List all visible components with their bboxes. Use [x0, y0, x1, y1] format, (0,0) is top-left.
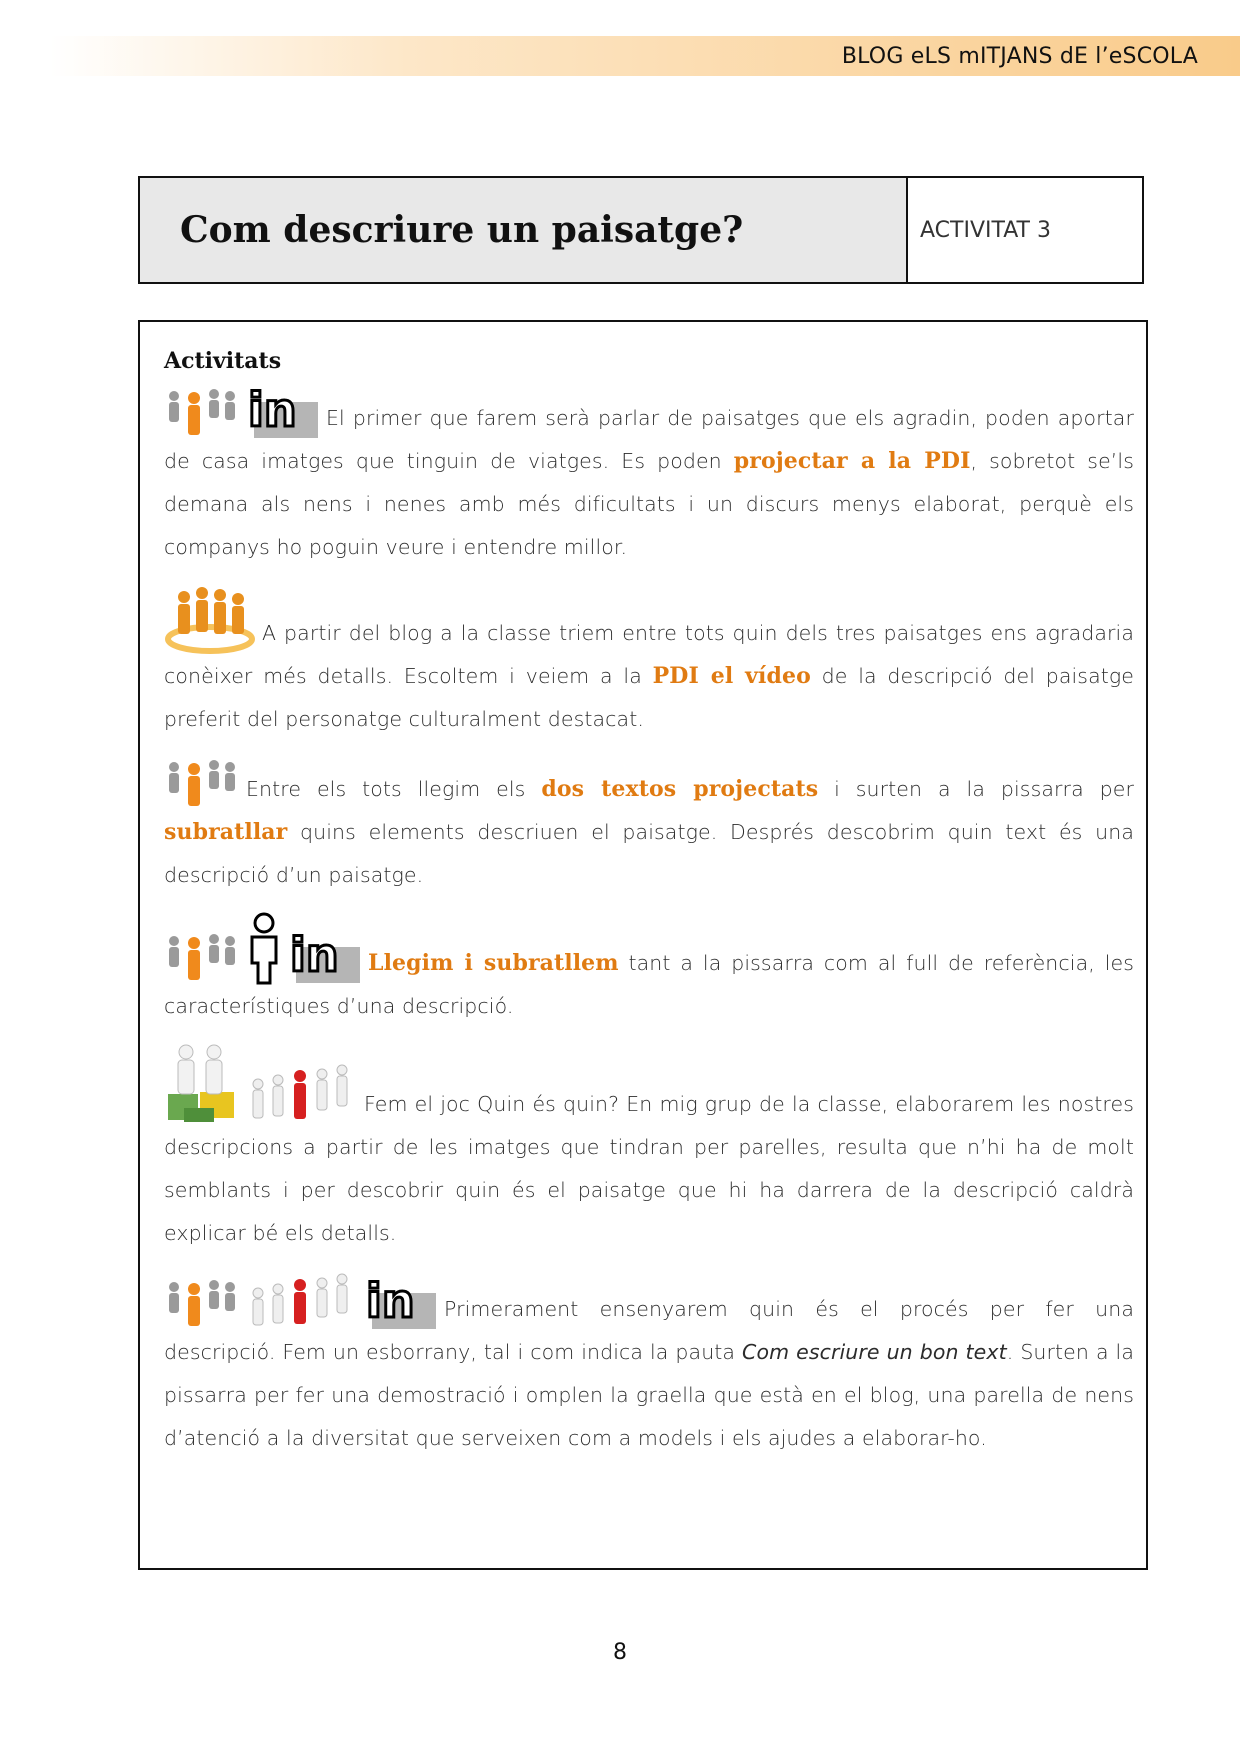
activity-label: ACTIVITAT 3 — [920, 217, 1051, 243]
linkedin-icon — [364, 1273, 438, 1331]
chain-people-icon — [246, 1269, 358, 1331]
activity-paragraph: in Llegim i subratllem tant a la pissarra com al full de referència, les característiques d’una descripció. — [164, 911, 1134, 1028]
title-box — [138, 176, 1144, 284]
linkedin-icon — [288, 927, 362, 985]
svg-text:in: in — [290, 928, 339, 982]
activity-paragraph: A partir del blog a la classe triem entre tots quin dels tres paisatges ens agradaria conèixer més detalls. Escoltem i veiem a la PDI el vídeo de la descripció del paisatge preferit del personatge culturalment destacat. — [164, 583, 1134, 741]
activity-paragraph: Entre els tots llegim els dos textos projectats i surten a la pissarra per subratllar quins elements descriuen el paisatge. Després descobrim quin text és una descripció d’un paisatge. — [164, 755, 1134, 897]
section-heading: Activitats — [164, 348, 282, 374]
group-icon — [164, 755, 240, 811]
activity-paragraph: in El primer que farem serà parlar de paisatges que els agradin, poden aportar de casa imatges que tinguin de viatges. Es poden projectar a la PDI, sobretot se’ls demana als nens i nenes amb més dificultats i un discurs menys elaborat, perquè els companys ho poguin veure i entendre millor. — [164, 383, 1134, 559]
header-title: BLOG eLS mITJANS dE l’eSCOLA — [841, 44, 1198, 69]
title-main-cell — [140, 178, 908, 282]
activity-paragraph: in Primerament ensenyarem quin és el procés per fer una descripció. Fem un esborrany, tal i com indica la pauta Com escriure un bon text. Surten a la pissarra per fer una demostració i omplen la graella que està en el blog, una parella de nens d’atenció a la diversitat que serveixen com a models i els ajudes a elaborar-ho. — [164, 1269, 1134, 1460]
page-number: 8 — [613, 1640, 627, 1665]
chain-people-icon — [246, 1056, 358, 1126]
svg-text:in: in — [366, 1274, 415, 1328]
page-title: Com descriure un paisatge? — [180, 209, 744, 251]
group-icon — [164, 1275, 240, 1331]
linkedin-icon — [246, 382, 320, 440]
group-icon — [164, 929, 240, 985]
individual-icon — [246, 911, 282, 985]
puzzle-people-icon — [164, 1042, 240, 1126]
team-circle-icon — [164, 583, 256, 655]
activity-paragraph: Fem el joc Quin és quin? En mig grup de la classe, elaborarem les nostres descripcions a partir de les imatges que tindran per parelles, resulta que n’hi ha de molt semblants i per descobrir quin és el paisatge que hi ha darrera de la descripció caldrà explicar bé els detalls. — [164, 1042, 1134, 1255]
activities-box — [138, 320, 1148, 1570]
group-icon — [164, 384, 240, 440]
svg-text:in: in — [248, 383, 297, 437]
